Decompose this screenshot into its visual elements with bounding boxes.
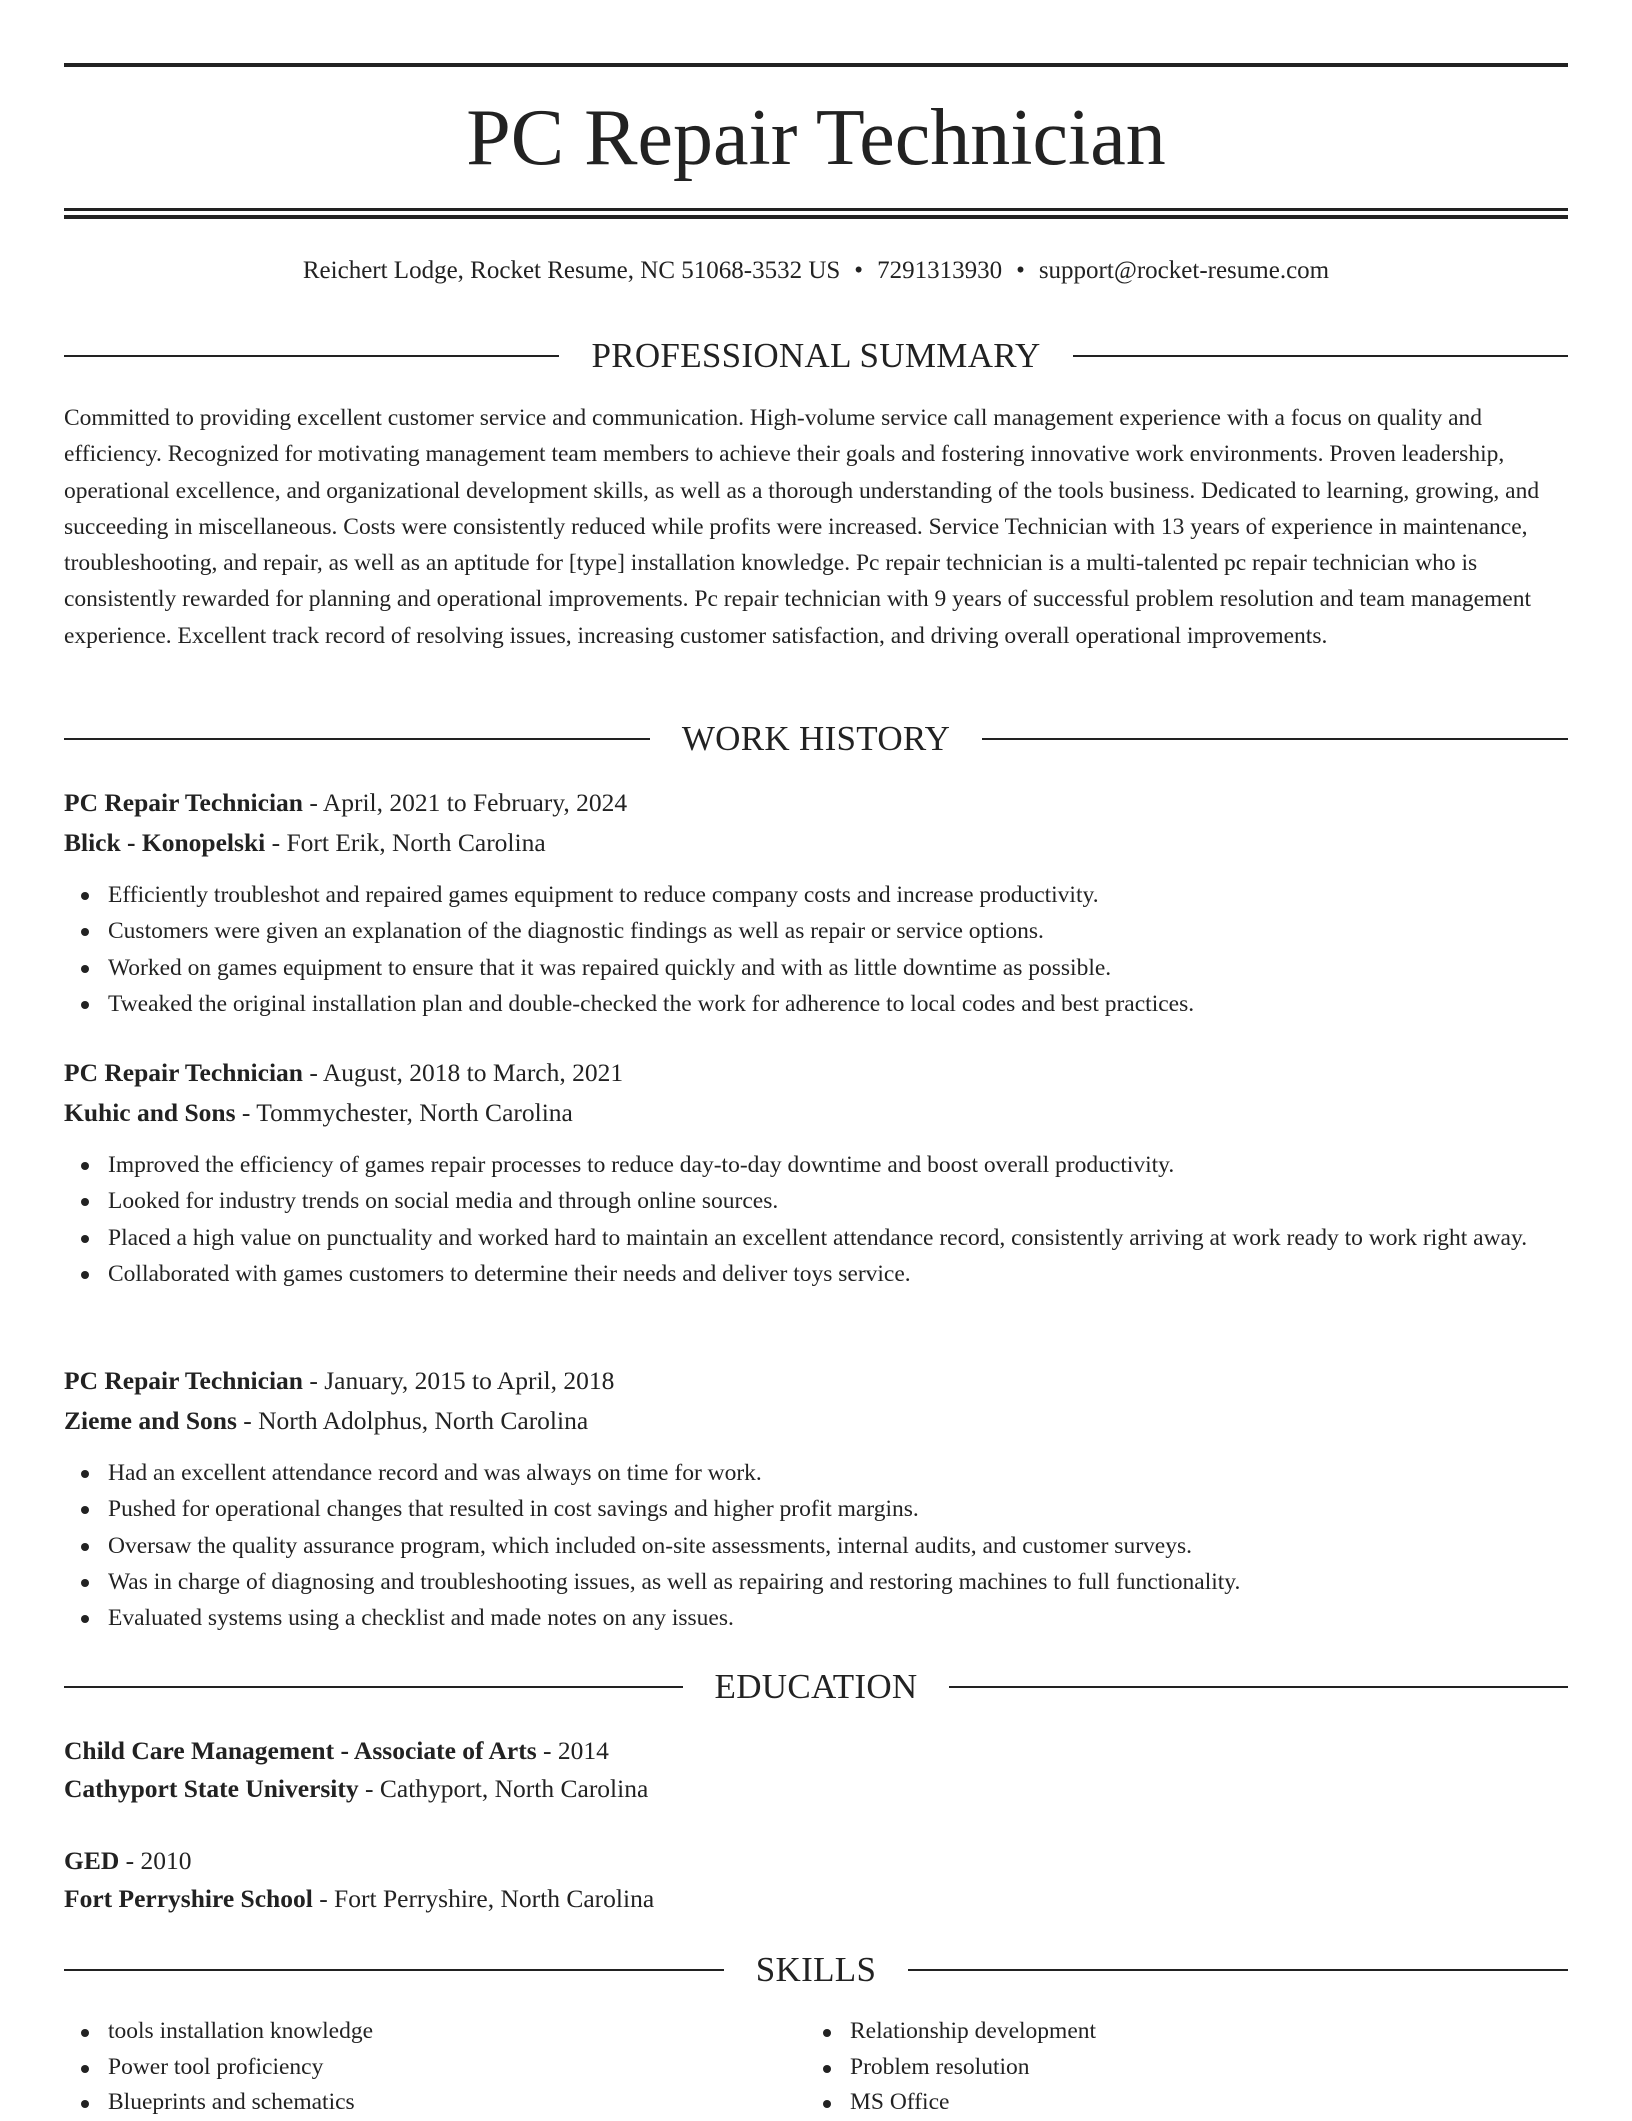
education-school-line	[64, 1772, 1568, 1806]
list-item: Worked on games equipment to ensure that it was repaired quickly and with as little downtime as possible.	[108, 950, 1568, 986]
education-year: - 2014	[536, 1736, 609, 1765]
job-company-line	[64, 826, 1568, 860]
section-header-education	[64, 1665, 1568, 1709]
job-dates: - April, 2021 to February, 2024	[302, 788, 628, 817]
skill-item: MS Office	[850, 2085, 1506, 2121]
job-title-line	[64, 786, 1568, 820]
section-rule-right	[949, 1686, 1568, 1688]
section-title: WORK HISTORY	[681, 719, 951, 758]
section-title: PROFESSIONAL SUMMARY	[591, 336, 1041, 375]
summary-text: Committed to providing excellent customer service and communication. High-volume service call management experience with a focus on quality and efficiency. Recognized for motivating management team members to achieve their goals and fostering innovative work environments. Proven leadership, operational excellence, and organizational development skills, as well as a thorough understanding of the tools business. Dedicated to learning, growing, and succeeding in miscellaneous. Costs were consistently reduced while profits were increased. Service Technician with 13 years of experience in maintenance, troubleshooting, and repair, as well as an aptitude for [type] installation knowledge. Pc repair technician is a multi-talented pc repair technician who is consistently rewarded for planning and operational improvements. Pc repair technician with 9 years of successful problem resolution and team management experience. Excellent track record of resolving issues, increasing customer satisfaction, and driving overall operational improvements.	[64, 405, 1540, 649]
job-title-line	[64, 1056, 1568, 1090]
job-company-line	[64, 1404, 1568, 1438]
education-degree: Child Care Management - Associate of Arts	[64, 1736, 537, 1765]
list-item: Oversaw the quality assurance program, which included on-site assessments, internal audits, and customer surveys.	[108, 1528, 1568, 1564]
job-bullets	[64, 1147, 1568, 1292]
job-location: - Tommychester, North Carolina	[235, 1098, 573, 1127]
job-company-line	[64, 1096, 1568, 1130]
education-school: Fort Perryshire School	[64, 1884, 313, 1913]
education-school: Cathyport State University	[64, 1774, 359, 1803]
job-dates: - August, 2018 to March, 2021	[302, 1058, 624, 1087]
skill-item: Power tool proficiency	[108, 2050, 764, 2086]
skill-item: tools installation knowledge	[108, 2014, 764, 2050]
list-item: Efficiently troubleshot and repaired games equipment to reduce company costs and increase productivity.	[108, 877, 1568, 913]
skills-list-left	[64, 2014, 764, 2121]
job-title: PC Repair Technician	[64, 1058, 303, 1087]
contact-phone: 7291313930	[877, 257, 1003, 284]
contact-address: Reichert Lodge, Rocket Resume, NC 51068-3532 US	[302, 257, 841, 284]
section-rule-left	[64, 1969, 724, 1971]
job-location: - North Adolphus, North Carolina	[236, 1406, 589, 1435]
section-title: SKILLS	[755, 1950, 877, 1989]
education-degree-line	[64, 1844, 1568, 1878]
skill-item: Problem resolution	[850, 2050, 1506, 2086]
job-company: Blick - Konopelski	[64, 828, 266, 857]
education-degree-line	[64, 1734, 1568, 1768]
job-bullets	[64, 877, 1568, 1022]
job-dates: - January, 2015 to April, 2018	[302, 1366, 615, 1395]
contact-separator: •	[1016, 257, 1025, 284]
section-title: EDUCATION	[714, 1667, 918, 1706]
list-item: Improved the efficiency of games repair processes to reduce day-to-day downtime and boost overall productivity.	[108, 1147, 1568, 1183]
list-item: Evaluated systems using a checklist and made notes on any issues.	[108, 1600, 1568, 1636]
header-top-rule	[64, 63, 1568, 67]
education-school-line	[64, 1882, 1568, 1916]
job-company: Zieme and Sons	[64, 1406, 237, 1435]
education-degree: GED	[64, 1846, 120, 1875]
list-item: Tweaked the original installation plan and double-checked the work for adherence to local codes and best practices.	[108, 986, 1568, 1022]
contact-email: support@rocket-resume.com	[1038, 257, 1330, 284]
job-title: PC Repair Technician	[64, 788, 303, 817]
list-item: Customers were given an explanation of the diagnostic findings as well as repair or service options.	[108, 913, 1568, 949]
job-bullets	[64, 1455, 1568, 1636]
contact-line	[64, 254, 1568, 288]
skill-item: Relationship development	[850, 2014, 1506, 2050]
job-title: PC Repair Technician	[64, 1366, 303, 1395]
section-header-work-history	[64, 717, 1568, 761]
section-rule-right	[908, 1969, 1568, 1971]
header-double-rule-upper	[64, 208, 1568, 211]
list-item: Looked for industry trends on social media and through online sources.	[108, 1183, 1568, 1219]
skills-list-right	[806, 2014, 1506, 2121]
skill-item: Blueprints and schematics	[108, 2085, 764, 2121]
section-rule-left	[64, 355, 559, 357]
section-rule-right	[1073, 355, 1568, 357]
list-item: Had an excellent attendance record and was always on time for work.	[108, 1455, 1568, 1491]
contact-separator: •	[854, 257, 864, 284]
section-rule-left	[64, 738, 650, 740]
education-location: - Fort Perryshire, North Carolina	[312, 1884, 655, 1913]
header-double-rule-lower	[64, 215, 1568, 219]
page-title: PC Repair Technician	[466, 94, 1166, 182]
job-company: Kuhic and Sons	[64, 1098, 236, 1127]
list-item: Pushed for operational changes that resulted in cost savings and higher profit margins.	[108, 1491, 1568, 1527]
list-item: Placed a high value on punctuality and worked hard to maintain an excellent attendance record, consistently arriving at work ready to work right away.	[108, 1220, 1568, 1256]
section-header-summary	[64, 334, 1568, 378]
list-item: Collaborated with games customers to determine their needs and deliver toys service.	[108, 1256, 1568, 1292]
list-item: Was in charge of diagnosing and troubleshooting issues, as well as repairing and restoring machines to full functionality.	[108, 1564, 1568, 1600]
job-title-line	[64, 1364, 1568, 1398]
education-location: - Cathyport, North Carolina	[358, 1774, 649, 1803]
job-location: - Fort Erik, North Carolina	[265, 828, 546, 857]
section-rule-left	[64, 1686, 683, 1688]
section-rule-right	[982, 738, 1568, 740]
education-year: - 2010	[119, 1846, 192, 1875]
section-header-skills	[64, 1948, 1568, 1992]
